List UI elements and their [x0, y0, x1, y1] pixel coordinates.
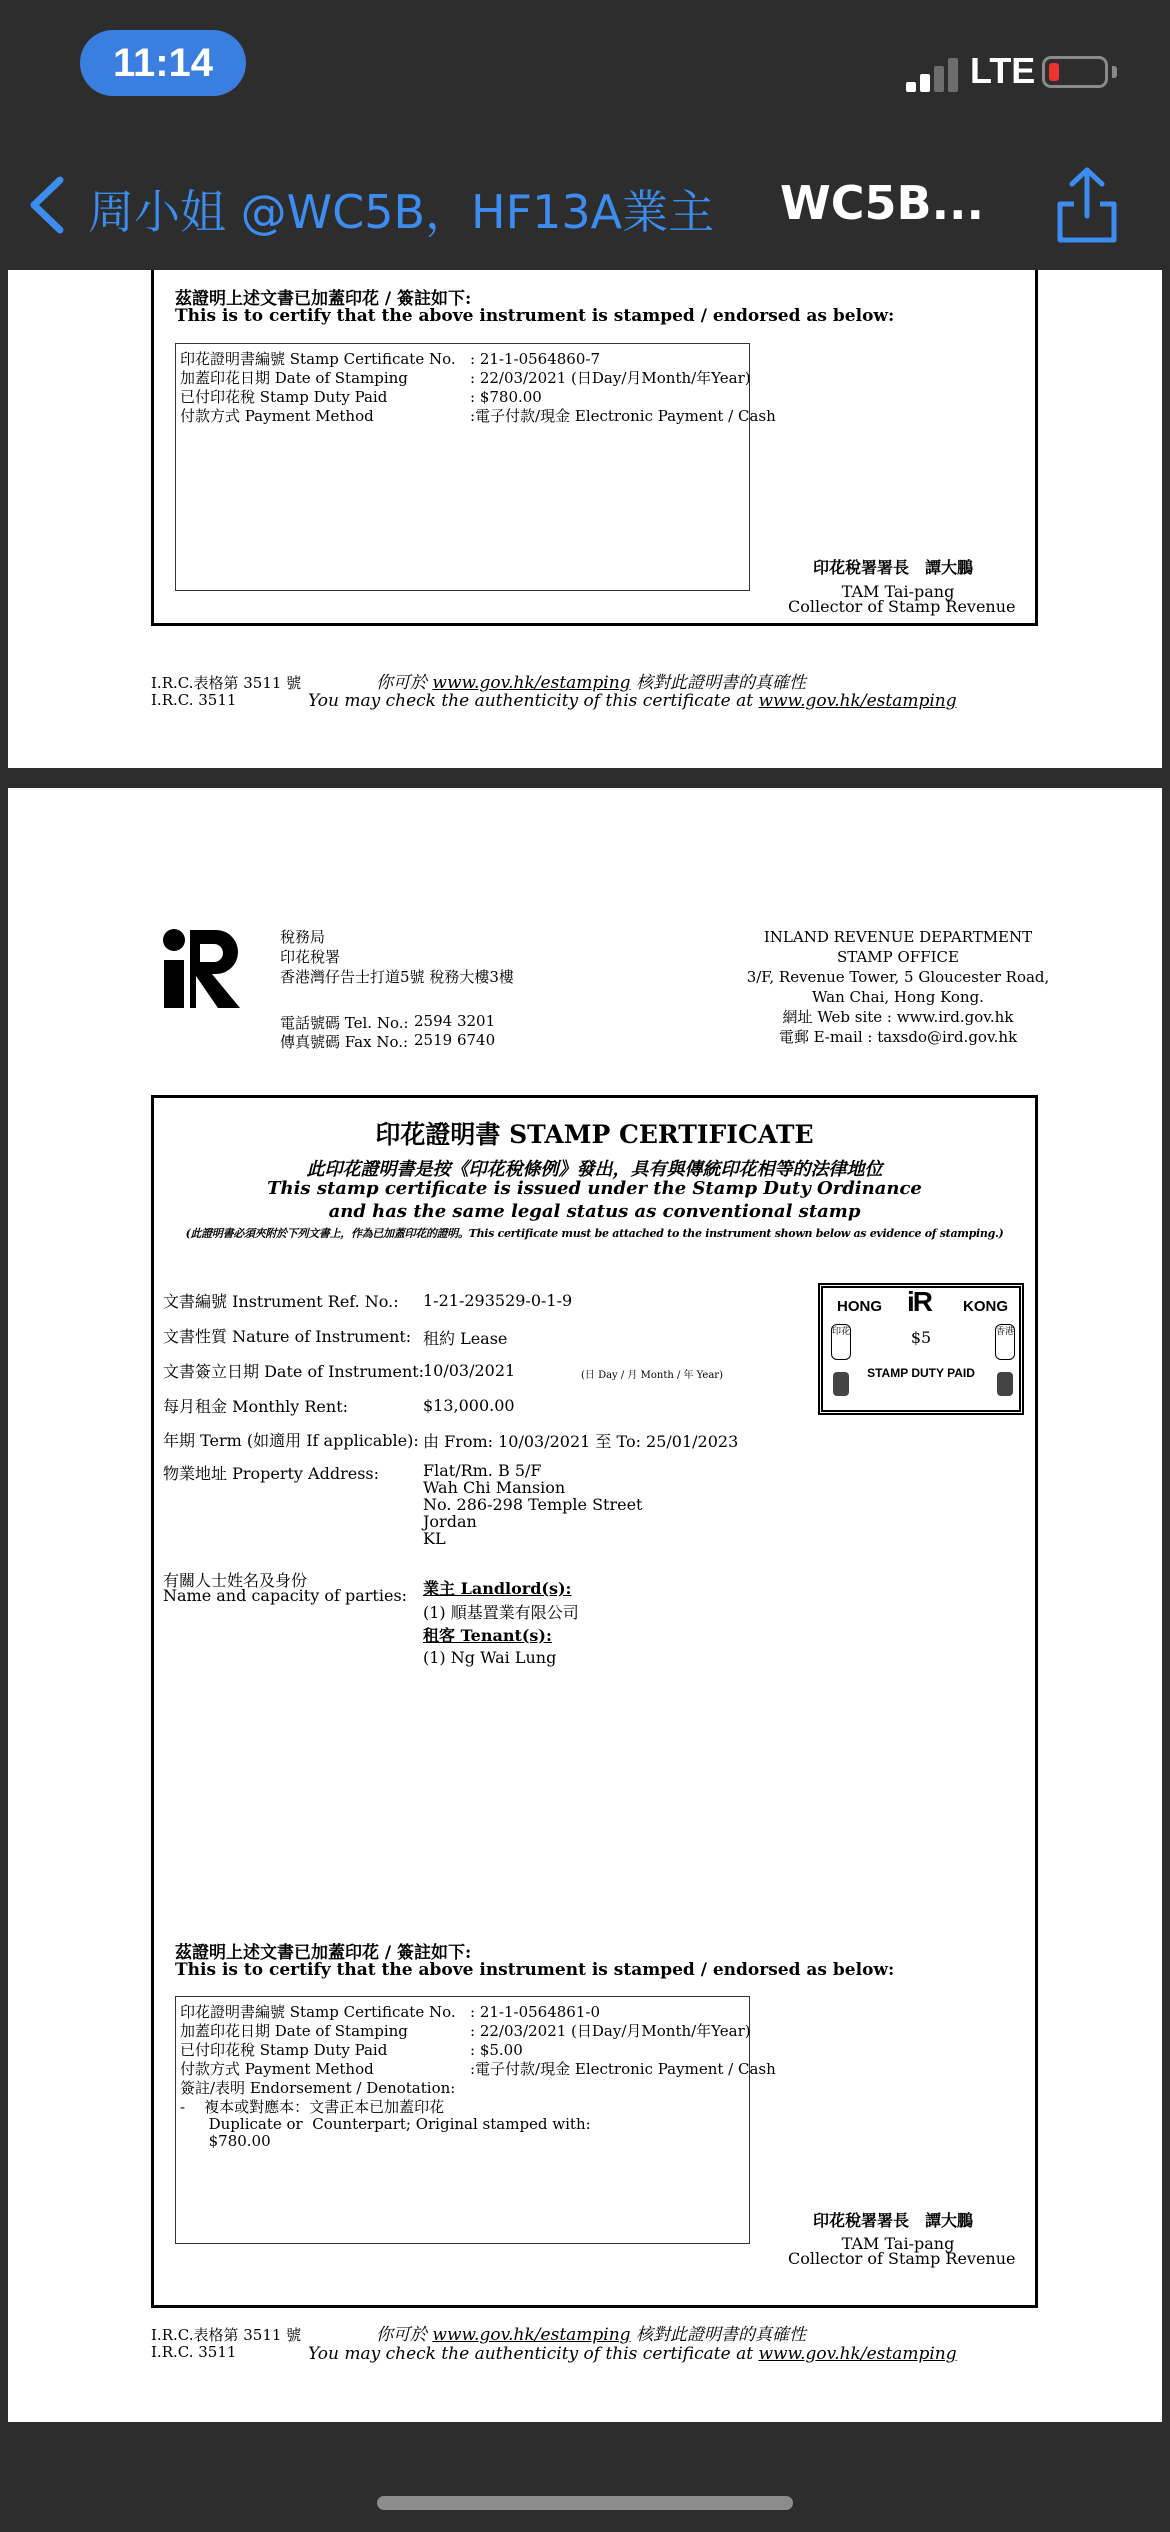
- tel-value: 2594 3201: [414, 1012, 496, 1030]
- tel-label: 電話號碼 Tel. No.:: [280, 1014, 409, 1032]
- ird-logo-icon: [156, 926, 246, 1010]
- department-line: INLAND REVENUE DEPARTMENT: [763, 928, 1033, 946]
- document-title: WC5B...: [780, 176, 984, 230]
- endorsement-line: Duplicate or Counterpart; Original stamped with:: [180, 2115, 591, 2133]
- seal-left-chars: 印花: [831, 1324, 851, 1360]
- chevron-left-icon: [18, 170, 78, 240]
- department-line: 網址 Web site : www.ird.gov.hk: [782, 1008, 1014, 1026]
- certify-statement-zh: 茲證明上述文書已加蓋印花 / 簽註如下:: [175, 1943, 472, 1963]
- certify-statement-zh: 茲證明上述文書已加蓋印花 / 簽註如下:: [175, 289, 472, 309]
- department-line: 香港灣仔告士打道5號 稅務大樓3樓: [280, 968, 514, 986]
- collector-title: Collector of Stamp Revenue: [788, 2249, 1016, 2268]
- department-line: 稅務局: [280, 928, 326, 946]
- certificate-subtitle-zh: 此印花證明書是按《印花稅條例》發出，具有與傳統印花相等的法律地位: [306, 1159, 883, 1180]
- battery-cap: [1112, 66, 1117, 78]
- stamp-info-label: 付款方式 Payment Method: [180, 407, 374, 425]
- certificate-subtitle-en: This stamp certificate is issued under the Stamp Duty Ordinance: [267, 1178, 922, 1199]
- collector-name-en: TAM Tai-pang: [841, 2234, 955, 2253]
- verify-note-zh: 你可於 www.gov.hk/estamping 核對此證明書的真確性: [376, 673, 806, 693]
- fax-value: 2519 6740: [414, 1031, 496, 1049]
- landlord-heading: 業主 Landlord(s):: [423, 1579, 572, 1598]
- seal-amount: $5: [910, 1328, 932, 1347]
- verify-note-en: You may check the authenticity of this certificate at www.gov.hk/estamping: [308, 691, 957, 711]
- stamp-info-value: : 22/03/2021 (日Day/月Month/年Year): [470, 369, 751, 387]
- status-bar: [0, 0, 1170, 140]
- form-number-en: I.R.C. 3511: [151, 2343, 237, 2361]
- seal-hong: HONG: [837, 1298, 882, 1315]
- parties-label-en: Name and capacity of parties:: [163, 1586, 408, 1605]
- stamp-info-label: 印花證明書編號 Stamp Certificate No.: [180, 350, 456, 368]
- endorsement-label: 簽註/表明 Endorsement / Denotation:: [180, 2079, 456, 2097]
- property-address: [423, 1462, 642, 1547]
- stamp-info-value: : 22/03/2021 (日Day/月Month/年Year): [470, 2022, 751, 2040]
- form-number-en: I.R.C. 3511: [151, 691, 237, 709]
- stamp-info-label: 已付印花稅 Stamp Duty Paid: [180, 2041, 388, 2059]
- collector-name-zh: 印花稅署署長 譚大鵬: [813, 558, 974, 577]
- department-line: Wan Chai, Hong Kong.: [812, 988, 984, 1006]
- share-button[interactable]: [1052, 164, 1122, 244]
- certify-statement-en: This is to certify that the above instrument is stamped / endorsed as below:: [175, 1960, 895, 1980]
- address-line: KL: [423, 1529, 446, 1548]
- field-value: $13,000.00: [423, 1396, 515, 1415]
- field-value: 由 From: 10/03/2021 至 To: 25/01/2023: [423, 1432, 739, 1451]
- form-number-zh: I.R.C.表格第 3511 號: [151, 674, 302, 692]
- seal-right-chars: 香港: [995, 1324, 1015, 1360]
- verify-link[interactable]: www.gov.hk/estamping: [758, 2344, 957, 2364]
- certificate-attachment-note: (此證明書必須夾附於下列文書上，作為已加蓋印花的證明。This certificate must be attached to the instrument shown below as evidence of stamping.): [185, 1227, 1004, 1240]
- date-format-note: (日 Day / 月 Month / 年 Year): [581, 1370, 723, 1381]
- stamp-info-label: 印花證明書編號 Stamp Certificate No.: [180, 2003, 456, 2021]
- stamp-info-label: 加蓋印花日期 Date of Stamping: [180, 369, 408, 387]
- ird-logo: [156, 926, 246, 1010]
- signal-strength-icon: [906, 56, 960, 92]
- field-label: 年期 Term (如適用 If applicable):: [163, 1431, 419, 1450]
- seal-kong: KONG: [963, 1298, 1008, 1315]
- status-time[interactable]: 11:14: [80, 30, 246, 96]
- department-line: 3/F, Revenue Tower, 5 Gloucester Road,: [746, 968, 1050, 986]
- collector-name-zh: 印花稅署署長 譚大鵬: [813, 2211, 974, 2230]
- department-info-en: [738, 927, 1058, 1047]
- stamp-info-box: [175, 1996, 776, 2244]
- fax-label: 傳真號碼 Fax No.:: [280, 1033, 409, 1051]
- address-line: Wah Chi Mansion: [423, 1478, 566, 1497]
- department-line: 印花稅署: [280, 948, 341, 966]
- stamp-info-value: : $5.00: [470, 2041, 523, 2059]
- verify-note-en: You may check the authenticity of this certificate at www.gov.hk/estamping: [308, 2344, 957, 2364]
- field-label: 文書簽立日期 Date of Instrument:: [163, 1362, 425, 1381]
- department-info-zh: [280, 927, 514, 987]
- stamp-info-value: : 21-1-0564860-7: [470, 350, 601, 368]
- endorsement-line: - 複本或對應本：文書正本已加蓋印花: [180, 2098, 445, 2116]
- stamp-info-label: 已付印花稅 Stamp Duty Paid: [180, 388, 388, 406]
- back-title[interactable]: 周小姐 @WC5B，HF13A業主: [88, 185, 715, 239]
- field-label: 文書編號 Instrument Ref. No.:: [163, 1292, 399, 1311]
- address-line: Flat/Rm. B 5/F: [423, 1461, 542, 1480]
- verify-link[interactable]: www.gov.hk/estamping: [432, 673, 631, 693]
- address-line: Jordan: [423, 1512, 477, 1531]
- share-icon: [1052, 164, 1122, 244]
- stamp-duty-seal: [818, 1283, 1024, 1415]
- parties-label-zh: 有關人士姓名及身份: [163, 1571, 308, 1590]
- endorsement-line: $780.00: [180, 2132, 271, 2150]
- verify-link[interactable]: www.gov.hk/estamping: [758, 691, 957, 711]
- stamp-info-value: : $780.00: [470, 388, 542, 406]
- form-number-zh: I.R.C.表格第 3511 號: [151, 2326, 302, 2344]
- certify-statement-en: This is to certify that the above instrument is stamped / endorsed as below:: [175, 306, 895, 326]
- tenant-heading: 租客 Tenant(s):: [423, 1626, 552, 1645]
- tenant-entry: (1) Ng Wai Lung: [423, 1648, 557, 1667]
- document-page-1: [8, 270, 1162, 768]
- certificate-title: 印花證明書 STAMP CERTIFICATE: [375, 1120, 814, 1149]
- certificate-subtitle-en: and has the same legal status as conventional stamp: [328, 1201, 861, 1222]
- field-label: 每月租金 Monthly Rent:: [163, 1397, 349, 1416]
- collector-title: Collector of Stamp Revenue: [788, 597, 1016, 616]
- document-page-2: [8, 788, 1162, 2422]
- battery-icon: [1042, 56, 1108, 88]
- stamp-info-label: 加蓋印花日期 Date of Stamping: [180, 2022, 408, 2040]
- stamp-info-label: 付款方式 Payment Method: [180, 2060, 374, 2078]
- network-type: LTE: [970, 50, 1036, 91]
- stamp-info-value: :電子付款/現金 Electronic Payment / Cash: [470, 2060, 776, 2078]
- navigation-bar: [0, 140, 1170, 270]
- collector-name-en: TAM Tai-pang: [841, 582, 955, 601]
- department-line: 電郵 E-mail : taxsdo@ird.gov.hk: [778, 1028, 1018, 1046]
- field-value: 10/03/2021: [423, 1361, 516, 1380]
- back-button[interactable]: [18, 170, 78, 240]
- field-value: 1-21-293529-0-1-9: [423, 1291, 573, 1310]
- landlord-entry: (1) 順基置業有限公司: [423, 1603, 579, 1622]
- field-label: 文書性質 Nature of Instrument:: [163, 1327, 412, 1346]
- field-value: 租約 Lease: [423, 1329, 508, 1348]
- stamp-info-value: :電子付款/現金 Electronic Payment / Cash: [470, 407, 776, 425]
- address-line: No. 286-298 Temple Street: [423, 1495, 643, 1514]
- seal-logo: iR: [907, 1286, 931, 1317]
- home-indicator[interactable]: [377, 2496, 793, 2510]
- verify-link[interactable]: www.gov.hk/estamping: [432, 2325, 631, 2345]
- property-address-label: 物業地址 Property Address:: [163, 1464, 380, 1483]
- stamp-info-value: : 21-1-0564861-0: [470, 2003, 601, 2021]
- verify-note-zh: 你可於 www.gov.hk/estamping 核對此證明書的真確性: [376, 2325, 806, 2345]
- stamp-info-box: [175, 343, 776, 591]
- seal-caption: STAMP DUTY PAID: [867, 1366, 975, 1380]
- department-line: STAMP OFFICE: [837, 948, 959, 966]
